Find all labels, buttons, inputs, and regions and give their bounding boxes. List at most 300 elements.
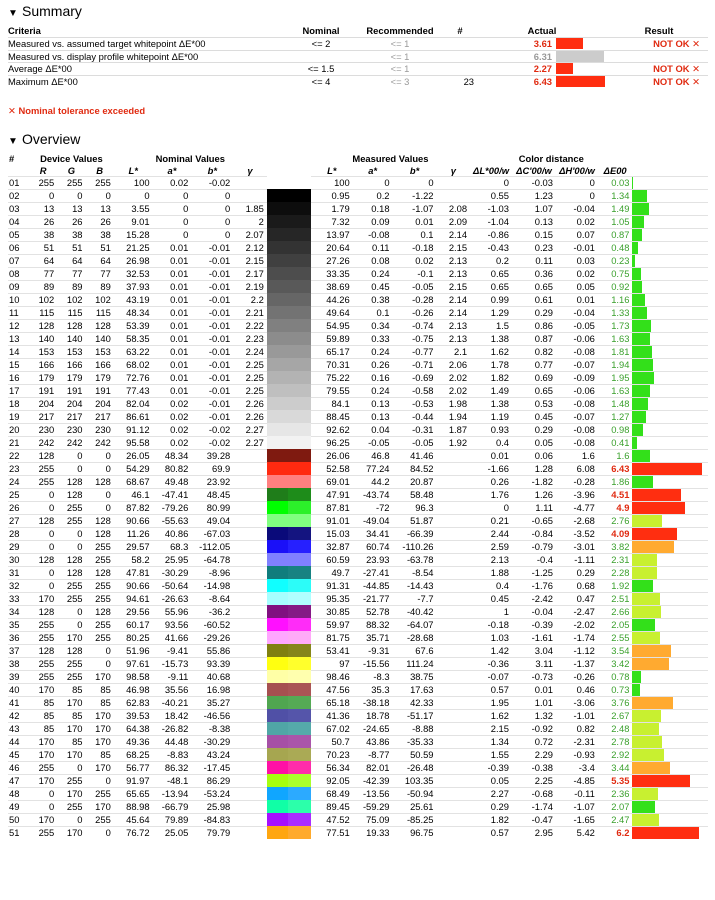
measured-value: -3.52: [556, 527, 598, 540]
overview-row: [8, 813, 708, 826]
summary-result: NOT OK ✕: [610, 62, 708, 75]
summary-title: Summary: [22, 3, 82, 19]
nominal-color-swatch: [267, 787, 288, 800]
nominal-value: 77: [57, 267, 85, 280]
measured-value: 95.35: [311, 592, 353, 605]
measured-value: 97: [311, 657, 353, 670]
summary-recommended: <= 1: [354, 62, 446, 75]
nominal-value: -0.02: [191, 436, 233, 449]
nominal-color-swatch: [267, 475, 288, 488]
nominal-value: 51: [86, 241, 114, 254]
nominal-value: 0.01: [153, 332, 192, 345]
measured-value: [437, 631, 471, 644]
overview-col-header: a*: [368, 164, 378, 176]
delta-e-bar-cell: [632, 540, 708, 553]
measured-value: 0: [556, 189, 598, 202]
measured-value: 0.29: [512, 423, 556, 436]
measured-value: [437, 696, 471, 709]
nominal-value: 45.64: [114, 813, 153, 826]
delta-e-value: 3.44: [598, 761, 633, 774]
row-number: 07: [8, 254, 29, 267]
nominal-value: 170: [57, 631, 85, 644]
nominal-value: 0: [29, 579, 57, 592]
measured-value: 111.24: [393, 657, 437, 670]
nominal-value: 153: [29, 345, 57, 358]
delta-e-value: 1.48: [598, 397, 633, 410]
nominal-value: 170: [86, 735, 114, 748]
delta-e-value: 1.33: [598, 306, 633, 319]
row-number: 04: [8, 215, 29, 228]
summary-count: [446, 75, 474, 88]
overview-row: [8, 618, 708, 631]
nominal-value: 0: [86, 189, 114, 202]
nominal-color-swatch: [267, 579, 288, 592]
measured-value: 0.47: [556, 592, 598, 605]
measured-value: 35.71: [353, 631, 393, 644]
measured-value: 0.4: [470, 579, 512, 592]
nominal-value: 255: [57, 592, 85, 605]
nominal-color-swatch: [267, 735, 288, 748]
measured-value: 1.82: [470, 813, 512, 826]
delta-e-bar: [632, 398, 648, 410]
measured-value: 0.1: [393, 228, 437, 241]
nominal-value: 140: [29, 332, 57, 345]
nominal-value: 204: [86, 397, 114, 410]
summary-row: [8, 62, 708, 75]
nominal-value: 49.48: [153, 475, 192, 488]
row-number: 34: [8, 605, 29, 618]
nominal-value: 102: [86, 293, 114, 306]
delta-e-value: 2.92: [598, 748, 633, 761]
nominal-value: 0: [29, 566, 57, 579]
nominal-value: -0.01: [191, 397, 233, 410]
measured-value: -1.82: [512, 475, 556, 488]
measured-value: 18.78: [353, 709, 393, 722]
measured-value: [437, 579, 471, 592]
delta-e-bar: [632, 333, 650, 345]
measured-value: 1.62: [470, 709, 512, 722]
measured-value: 41.46: [393, 449, 437, 462]
measured-value: 0.02: [393, 254, 437, 267]
row-number: 30: [8, 553, 29, 566]
measured-value: -0.4: [512, 553, 556, 566]
delta-e-bar: [632, 489, 681, 501]
delta-e-bar-cell: [632, 436, 708, 449]
delta-e-bar: [632, 307, 646, 319]
delta-e-bar: [632, 827, 699, 839]
nominal-value: 55.86: [191, 644, 233, 657]
nominal-value: 43.19: [114, 293, 153, 306]
nominal-value: 0: [86, 826, 114, 839]
measured-value: [437, 566, 471, 579]
delta-e-bar-cell: [632, 189, 708, 202]
summary-actual: 6.31: [474, 50, 556, 62]
summary-header-nominal: Nominal: [302, 24, 340, 36]
nominal-value: 11.26: [114, 527, 153, 540]
measured-value: -0.79: [512, 540, 556, 553]
overview-row: [8, 254, 708, 267]
delta-e-bar-cell: [632, 566, 708, 579]
measured-value: -28.68: [393, 631, 437, 644]
measured-value: 38.69: [311, 280, 353, 293]
summary-result: [610, 50, 708, 62]
delta-e-bar-cell: [632, 579, 708, 592]
overview-row: [8, 722, 708, 735]
nominal-value: 26.98: [114, 254, 153, 267]
overview-col-header: ΔE00: [603, 164, 627, 176]
measured-value: -3.96: [556, 488, 598, 501]
measured-color-swatch: [288, 579, 311, 592]
nominal-value: 166: [86, 358, 114, 371]
collapse-triangle-icon[interactable]: ▼: [8, 136, 18, 147]
measured-value: 65.18: [311, 696, 353, 709]
overview-row: [8, 696, 708, 709]
measured-color-swatch: [288, 267, 311, 280]
measured-value: [437, 800, 471, 813]
nominal-value: 0: [29, 488, 57, 501]
measured-color-swatch: [288, 696, 311, 709]
nominal-value: 0: [57, 540, 85, 553]
nominal-value: [233, 631, 267, 644]
delta-e-value: 2.55: [598, 631, 633, 644]
nominal-value: [233, 189, 267, 202]
nominal-value: 128: [29, 319, 57, 332]
measured-value: 2.15: [470, 722, 512, 735]
nominal-value: 191: [86, 384, 114, 397]
measured-value: [437, 709, 471, 722]
measured-value: -110.26: [393, 540, 437, 553]
nominal-color-swatch: [267, 332, 288, 345]
nominal-value: [233, 475, 267, 488]
row-number: 43: [8, 722, 29, 735]
summary-count-value: 23: [463, 76, 474, 88]
delta-e-bar: [632, 710, 661, 722]
measured-value: -0.43: [470, 241, 512, 254]
measured-value: -0.05: [353, 436, 393, 449]
measured-value: 25.61: [393, 800, 437, 813]
nominal-color-swatch: [267, 189, 288, 202]
collapse-triangle-icon[interactable]: ▼: [8, 8, 18, 19]
summary-nominal: <= 1.5: [288, 62, 354, 75]
nominal-value: 102: [29, 293, 57, 306]
measured-value: 98.46: [311, 670, 353, 683]
overview-row: [8, 800, 708, 813]
overview-col-header: G: [67, 164, 76, 176]
delta-e-value: 6.2: [598, 826, 633, 839]
measured-value: -0.08: [353, 228, 393, 241]
measured-value: -2.42: [512, 592, 556, 605]
nominal-value: 55.96: [153, 605, 192, 618]
delta-e-value: 0.78: [598, 670, 633, 683]
summary-row: [8, 50, 708, 62]
delta-e-bar-cell: [632, 605, 708, 618]
measured-value: 38.75: [393, 670, 437, 683]
measured-value: 0.45: [512, 410, 556, 423]
nominal-value: 128: [86, 527, 114, 540]
delta-e-value: 2.48: [598, 722, 633, 735]
nominal-value: 2: [233, 215, 267, 228]
measured-value: 0.29: [556, 566, 598, 579]
nominal-value: 94.61: [114, 592, 153, 605]
nominal-value: 170: [86, 800, 114, 813]
overview-row: [8, 553, 708, 566]
nominal-value: 90.66: [114, 579, 153, 592]
nominal-value: 255: [57, 501, 85, 514]
overview-row: [8, 592, 708, 605]
delta-e-value: 2.05: [598, 618, 633, 631]
nominal-value: -0.01: [191, 410, 233, 423]
nominal-value: -26.63: [153, 592, 192, 605]
measured-value: 2.27: [470, 787, 512, 800]
measured-color-swatch: [288, 514, 311, 527]
nominal-value: 170: [57, 826, 85, 839]
nominal-value: 89: [29, 280, 57, 293]
measured-color-swatch: [288, 748, 311, 761]
measured-value: -27.41: [353, 566, 393, 579]
measured-value: [437, 748, 471, 761]
delta-e-value: 0.41: [598, 436, 633, 449]
measured-value: 2.95: [512, 826, 556, 839]
nominal-value: 166: [29, 358, 57, 371]
nominal-value: 115: [86, 306, 114, 319]
nominal-value: -8.83: [153, 748, 192, 761]
measured-value: -0.11: [556, 787, 598, 800]
measured-value: -0.36: [470, 657, 512, 670]
measured-value: 70.31: [311, 358, 353, 371]
nominal-value: [233, 787, 267, 800]
delta-e-bar-cell: [632, 293, 708, 306]
delta-e-value: 0.75: [598, 267, 633, 280]
nominal-value: 26: [86, 215, 114, 228]
measured-value: -0.03: [512, 176, 556, 189]
nominal-color-swatch: [267, 241, 288, 254]
nominal-value: 102: [57, 293, 85, 306]
overview-col-spacer: [8, 165, 29, 177]
nominal-value: 140: [86, 332, 114, 345]
nominal-value: 0.01: [153, 345, 192, 358]
nominal-value: 2.15: [233, 254, 267, 267]
measured-value: -0.05: [393, 280, 437, 293]
delta-e-bar: [632, 177, 633, 189]
measured-value: 0.04: [353, 423, 393, 436]
nominal-value: 69.9: [191, 462, 233, 475]
nominal-color-swatch: [267, 397, 288, 410]
nominal-value: 2.21: [233, 306, 267, 319]
nominal-value: 49.36: [114, 735, 153, 748]
nominal-value: -13.94: [153, 787, 192, 800]
measured-color-swatch: [288, 306, 311, 319]
overview-row: [8, 475, 708, 488]
delta-e-bar-cell: [632, 644, 708, 657]
delta-e-bar: [632, 762, 669, 774]
measured-value: 96.25: [311, 436, 353, 449]
overview-col-header: b*: [409, 164, 420, 176]
nominal-color-swatch: [267, 358, 288, 371]
delta-e-bar-cell: [632, 514, 708, 527]
nominal-value: 255: [57, 774, 85, 787]
measured-value: 49.7: [311, 566, 353, 579]
summary-actual-bar-cell: [556, 62, 610, 75]
delta-e-bar-cell: [632, 241, 708, 254]
delta-e-bar-cell: [632, 787, 708, 800]
nominal-color-swatch: [267, 280, 288, 293]
delta-e-bar: [632, 606, 661, 618]
nominal-value: 16.98: [191, 683, 233, 696]
measured-value: -0.18: [470, 618, 512, 631]
measured-value: -2.68: [556, 514, 598, 527]
measured-value: -0.93: [556, 748, 598, 761]
delta-e-bar-cell: [632, 631, 708, 644]
row-number: 08: [8, 267, 29, 280]
nominal-color-swatch: [267, 540, 288, 553]
nominal-value: 0.01: [153, 267, 192, 280]
nominal-value: 0.01: [153, 306, 192, 319]
overview-row: [8, 293, 708, 306]
delta-e-bar-cell: [632, 709, 708, 722]
measured-value: -1.65: [556, 813, 598, 826]
measured-value: -0.04: [556, 202, 598, 215]
delta-e-bar: [632, 411, 646, 423]
measured-color-swatch: [288, 280, 311, 293]
measured-value: 0.95: [311, 189, 353, 202]
overview-row: [8, 371, 708, 384]
measured-value: 1.38: [470, 332, 512, 345]
measured-value: 52.78: [353, 605, 393, 618]
nominal-value: -8.96: [191, 566, 233, 579]
measured-value: 1.79: [311, 202, 353, 215]
nominal-value: 0: [191, 189, 233, 202]
measured-value: [437, 644, 471, 657]
nominal-color-swatch: [267, 176, 288, 189]
measured-value: -50.94: [393, 787, 437, 800]
overview-section-header[interactable]: [8, 131, 80, 147]
measured-value: -0.31: [393, 423, 437, 436]
nominal-value: 1.85: [233, 202, 267, 215]
measured-value: 2.25: [512, 774, 556, 787]
nominal-value: 242: [57, 436, 85, 449]
measured-value: 0.01: [470, 449, 512, 462]
overview-row: [8, 657, 708, 670]
measured-value: -3.06: [556, 696, 598, 709]
delta-e-value: 1.63: [598, 384, 633, 397]
measured-value: -0.1: [393, 267, 437, 280]
overview-row: [8, 683, 708, 696]
delta-e-bar-cell: [632, 683, 708, 696]
nominal-value: 85: [29, 696, 57, 709]
delta-e-bar-cell: [632, 254, 708, 267]
nominal-value: 0.01: [153, 319, 192, 332]
nominal-value: 53.39: [114, 319, 153, 332]
nominal-value: -40.21: [153, 696, 192, 709]
measured-value: 1.01: [512, 696, 556, 709]
measured-color-swatch: [288, 527, 311, 540]
summary-actual-bar-cell: [556, 37, 610, 50]
delta-e-value: 2.47: [598, 813, 633, 826]
measured-value: 1.87: [437, 423, 471, 436]
nominal-value: -15.73: [153, 657, 192, 670]
measured-value: -0.06: [556, 384, 598, 397]
nominal-value: -0.01: [191, 384, 233, 397]
nominal-value: 65.65: [114, 787, 153, 800]
delta-e-bar-cell: [632, 267, 708, 280]
measured-value: 0.87: [512, 332, 556, 345]
measured-value: 103.35: [393, 774, 437, 787]
summary-count: [446, 50, 474, 62]
overview-row: [8, 488, 708, 501]
nominal-value: 89: [86, 280, 114, 293]
delta-e-bar-cell: [632, 332, 708, 345]
nominal-value: [233, 774, 267, 787]
measured-value: -0.77: [393, 345, 437, 358]
nominal-value: -29.26: [191, 631, 233, 644]
nominal-value: 255: [57, 800, 85, 813]
overview-group-header: Measured Values: [352, 153, 429, 165]
nominal-value: 0: [57, 449, 85, 462]
measured-value: [437, 605, 471, 618]
row-number: 33: [8, 592, 29, 605]
nominal-color-swatch: [267, 306, 288, 319]
nominal-color-swatch: [267, 293, 288, 306]
nominal-value: 255: [86, 592, 114, 605]
delta-e-value: 0.87: [598, 228, 633, 241]
nominal-value: -84.83: [191, 813, 233, 826]
measured-color-swatch: [288, 449, 311, 462]
measured-value: 0.33: [353, 332, 393, 345]
nominal-value: 60.17: [114, 618, 153, 631]
measured-value: 26.06: [311, 449, 353, 462]
overview-row: [8, 215, 708, 228]
delta-e-bar: [632, 268, 640, 280]
summary-section-header[interactable]: [8, 3, 82, 19]
delta-e-bar-cell: [632, 384, 708, 397]
measured-value: 2.15: [437, 280, 471, 293]
measured-value: 0.06: [512, 449, 556, 462]
overview-row: [8, 241, 708, 254]
nominal-value: [233, 657, 267, 670]
measured-value: -0.74: [393, 319, 437, 332]
measured-value: -0.09: [556, 371, 598, 384]
nominal-value: 23.92: [191, 475, 233, 488]
nominal-value: 54.29: [114, 462, 153, 475]
measured-value: -63.78: [393, 553, 437, 566]
nominal-color-swatch: [267, 813, 288, 826]
nominal-value: 49.04: [191, 514, 233, 527]
summary-nominal: [288, 50, 354, 62]
nominal-value: 80.99: [191, 501, 233, 514]
measured-value: -13.56: [353, 787, 393, 800]
nominal-value: -8.64: [191, 592, 233, 605]
measured-value: -0.73: [512, 670, 556, 683]
delta-e-bar-cell: [632, 696, 708, 709]
measured-value: 1.95: [470, 696, 512, 709]
nominal-value: 85: [29, 709, 57, 722]
nominal-color-swatch: [267, 644, 288, 657]
nominal-value: 0: [86, 501, 114, 514]
nominal-value: 0: [29, 501, 57, 514]
delta-e-bar-cell: [632, 176, 708, 189]
measured-value: 0.68: [556, 579, 598, 592]
row-number: 37: [8, 644, 29, 657]
measured-value: 0: [353, 176, 393, 189]
measured-color-swatch: [288, 488, 311, 501]
delta-e-value: 6.43: [598, 462, 633, 475]
delta-e-bar: [632, 554, 657, 566]
nominal-value: 48.34: [153, 449, 192, 462]
measured-value: 1.82: [470, 371, 512, 384]
measured-color-swatch: [288, 410, 311, 423]
summary-nominal: <= 2: [288, 37, 354, 50]
measured-value: 0.26: [353, 358, 393, 371]
